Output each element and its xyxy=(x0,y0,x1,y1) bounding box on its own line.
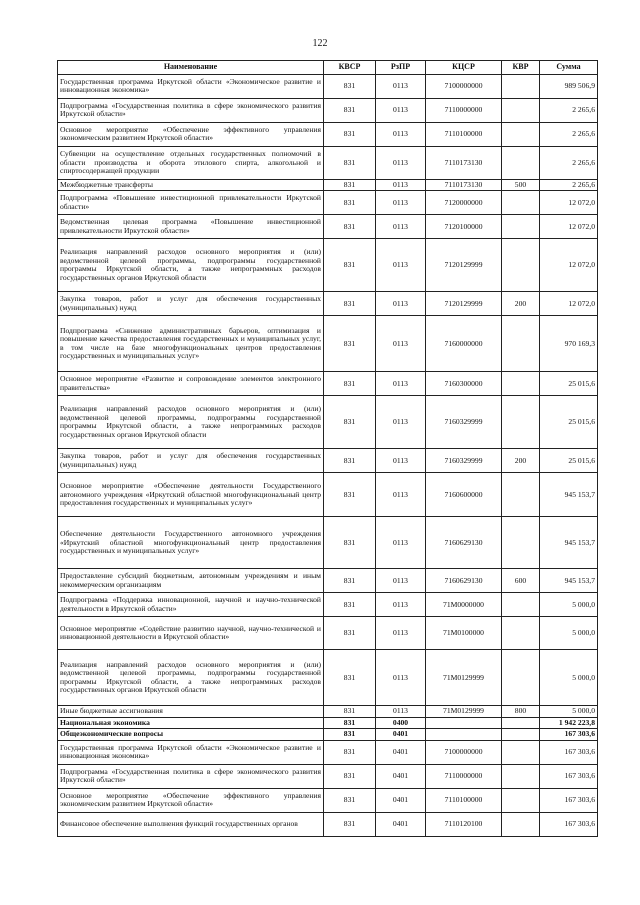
cell-rzpr: 0113 xyxy=(376,396,426,449)
cell-kvsr: 831 xyxy=(324,729,376,741)
cell-sum: 12 072,0 xyxy=(540,191,598,215)
cell-kcsr: 7100000000 xyxy=(426,74,502,98)
table-row xyxy=(58,729,598,741)
cell-sum: 25 015,6 xyxy=(540,372,598,396)
cell-rzpr: 0113 xyxy=(376,593,426,617)
cell-name: Субвенции на осуществление отдельных государственных полномочий в области производства и оборота этилового спирта, алкогольной и спиртосодержащей продукции xyxy=(58,146,324,179)
cell-kcsr: 71М0100000 xyxy=(426,617,502,650)
cell-kvr: 200 xyxy=(502,292,540,316)
cell-kcsr xyxy=(426,717,502,729)
cell-kvr xyxy=(502,191,540,215)
cell-sum: 12 072,0 xyxy=(540,239,598,292)
table-row xyxy=(58,239,598,292)
cell-kvr xyxy=(502,650,540,706)
cell-name: Подпрограмма «Снижение административных барьеров, оптимизация и повышение качества предоставления государственных и муниципальных услуг, в том числе на базе многофункциональных центров предоставления государственных и муниципальных услуг» xyxy=(58,316,324,372)
cell-rzpr: 0113 xyxy=(376,473,426,517)
cell-kcsr: 71М0129999 xyxy=(426,650,502,706)
budget-table xyxy=(57,60,598,837)
cell-sum: 167 303,6 xyxy=(540,812,598,836)
cell-name: Основное мероприятие «Обеспечение деятельности Государственного автономного учреждения «Иркутский областной многофункциональный центр предоставления государственных и муниципальных услуг» xyxy=(58,473,324,517)
cell-kcsr: 7110173130 xyxy=(426,179,502,191)
cell-kcsr: 7160600000 xyxy=(426,473,502,517)
cell-sum: 167 303,6 xyxy=(540,764,598,788)
cell-kcsr: 7110120100 xyxy=(426,812,502,836)
cell-rzpr: 0401 xyxy=(376,812,426,836)
cell-sum: 2 265,6 xyxy=(540,146,598,179)
cell-kcsr: 7110000000 xyxy=(426,764,502,788)
cell-kvsr: 831 xyxy=(324,122,376,146)
cell-name: Обеспечение деятельности Государственного автономного учреждения «Иркутский областной многофункциональный центр предоставления государственных и муниципальных услуг» xyxy=(58,517,324,569)
table-row xyxy=(58,812,598,836)
cell-kvr xyxy=(502,316,540,372)
table-row xyxy=(58,146,598,179)
cell-kcsr: 7110100000 xyxy=(426,788,502,812)
cell-rzpr: 0113 xyxy=(376,122,426,146)
cell-kvr xyxy=(502,788,540,812)
table-row xyxy=(58,517,598,569)
cell-name: Подпрограмма «Государственная политика в сфере экономического развития Иркутской области» xyxy=(58,98,324,122)
cell-rzpr: 0113 xyxy=(376,316,426,372)
table-row xyxy=(58,788,598,812)
table-row xyxy=(58,740,598,764)
cell-kvr: 800 xyxy=(502,706,540,718)
cell-kcsr: 7120100000 xyxy=(426,215,502,239)
cell-name: Закупка товаров, работ и услуг для обеспечения государственных (муниципальных) нужд xyxy=(58,292,324,316)
cell-rzpr: 0113 xyxy=(376,239,426,292)
cell-name: Подпрограмма «Повышение инвестиционной привлекательности Иркутской области» xyxy=(58,191,324,215)
cell-kvsr: 831 xyxy=(324,74,376,98)
cell-rzpr: 0113 xyxy=(376,706,426,718)
cell-rzpr: 0113 xyxy=(376,74,426,98)
cell-kvsr: 831 xyxy=(324,292,376,316)
cell-kvr xyxy=(502,740,540,764)
cell-rzpr: 0113 xyxy=(376,292,426,316)
cell-kvr xyxy=(502,372,540,396)
cell-sum: 945 153,7 xyxy=(540,517,598,569)
cell-rzpr: 0401 xyxy=(376,740,426,764)
cell-kcsr: 7120000000 xyxy=(426,191,502,215)
table-row xyxy=(58,292,598,316)
cell-name: Основное мероприятие «Развитие и сопровождение элементов электронного правительства» xyxy=(58,372,324,396)
cell-kvsr: 831 xyxy=(324,215,376,239)
cell-rzpr: 0113 xyxy=(376,650,426,706)
table-row xyxy=(58,122,598,146)
cell-rzpr: 0113 xyxy=(376,372,426,396)
cell-kvsr: 831 xyxy=(324,788,376,812)
cell-name: Закупка товаров, работ и услуг для обеспечения государственных (муниципальных) нужд xyxy=(58,449,324,473)
table-body xyxy=(58,74,598,836)
cell-kcsr: 7160629130 xyxy=(426,569,502,593)
cell-kvr xyxy=(502,593,540,617)
cell-sum: 5 000,0 xyxy=(540,650,598,706)
cell-rzpr: 0113 xyxy=(376,179,426,191)
cell-name: Реализация направлений расходов основного мероприятия и (или) ведомственной целевой программы, подпрограммы государственной программы Иркутской области, а также непрограммных расходов государственных органов Иркутской области xyxy=(58,396,324,449)
table-row xyxy=(58,179,598,191)
cell-sum: 12 072,0 xyxy=(540,292,598,316)
cell-sum: 25 015,6 xyxy=(540,449,598,473)
header-sum: Сумма xyxy=(540,61,598,75)
header-kcsr: КЦСР xyxy=(426,61,502,75)
cell-sum: 5 000,0 xyxy=(540,593,598,617)
cell-name: Иные бюджетные ассигнования xyxy=(58,706,324,718)
cell-rzpr: 0113 xyxy=(376,191,426,215)
cell-rzpr: 0113 xyxy=(376,517,426,569)
cell-rzpr: 0401 xyxy=(376,788,426,812)
cell-name: Общеэкономические вопросы xyxy=(58,729,324,741)
cell-kvsr: 831 xyxy=(324,179,376,191)
table-row xyxy=(58,473,598,517)
cell-kcsr: 71М0000000 xyxy=(426,593,502,617)
table-row xyxy=(58,650,598,706)
cell-kvr xyxy=(502,396,540,449)
cell-kvr xyxy=(502,146,540,179)
cell-kvsr: 831 xyxy=(324,764,376,788)
cell-kcsr: 7110173130 xyxy=(426,146,502,179)
cell-name: Основное мероприятие «Обеспечение эффективного управления экономическим развитием Иркутской области» xyxy=(58,122,324,146)
table-row xyxy=(58,372,598,396)
cell-kvr xyxy=(502,729,540,741)
cell-name: Национальная экономика xyxy=(58,717,324,729)
cell-kvr xyxy=(502,617,540,650)
header-name: Наименование xyxy=(58,61,324,75)
cell-sum: 25 015,6 xyxy=(540,396,598,449)
cell-kvr: 200 xyxy=(502,449,540,473)
cell-kcsr: 7100000000 xyxy=(426,740,502,764)
table-row xyxy=(58,717,598,729)
cell-kvsr: 831 xyxy=(324,146,376,179)
table-row xyxy=(58,396,598,449)
cell-kvsr: 831 xyxy=(324,569,376,593)
cell-kvsr: 831 xyxy=(324,812,376,836)
cell-kvsr: 831 xyxy=(324,449,376,473)
cell-sum: 167 303,6 xyxy=(540,740,598,764)
cell-rzpr: 0113 xyxy=(376,449,426,473)
cell-rzpr: 0113 xyxy=(376,215,426,239)
cell-kcsr: 7120129999 xyxy=(426,239,502,292)
cell-name: Межбюджетные трансферты xyxy=(58,179,324,191)
cell-kvsr: 831 xyxy=(324,316,376,372)
cell-kvsr: 831 xyxy=(324,517,376,569)
cell-kcsr: 7160329999 xyxy=(426,396,502,449)
cell-sum: 2 265,6 xyxy=(540,122,598,146)
cell-kvr: 500 xyxy=(502,179,540,191)
cell-sum: 12 072,0 xyxy=(540,215,598,239)
cell-kvsr: 831 xyxy=(324,706,376,718)
cell-name: Государственная программа Иркутской области «Экономическое развитие и инновационная экономика» xyxy=(58,74,324,98)
cell-name: Подпрограмма «Поддержка инновационной, научной и научно-технической деятельности в Иркутской области» xyxy=(58,593,324,617)
cell-sum: 167 303,6 xyxy=(540,788,598,812)
cell-kvsr: 831 xyxy=(324,650,376,706)
cell-kvr xyxy=(502,764,540,788)
cell-sum: 989 506,9 xyxy=(540,74,598,98)
table-row xyxy=(58,617,598,650)
cell-kvr xyxy=(502,215,540,239)
cell-kcsr: 7110000000 xyxy=(426,98,502,122)
cell-kvsr: 831 xyxy=(324,396,376,449)
cell-kcsr: 7120129999 xyxy=(426,292,502,316)
cell-name: Реализация направлений расходов основного мероприятия и (или) ведомственной целевой программы, подпрограммы государственной программы Иркутской области, а также непрограммных расходов государственных органов Иркутской области xyxy=(58,650,324,706)
table-row xyxy=(58,569,598,593)
cell-kcsr: 7160000000 xyxy=(426,316,502,372)
cell-rzpr: 0113 xyxy=(376,146,426,179)
cell-kcsr xyxy=(426,729,502,741)
cell-kvr xyxy=(502,239,540,292)
cell-kcsr: 7160300000 xyxy=(426,372,502,396)
cell-sum: 970 169,3 xyxy=(540,316,598,372)
cell-name: Финансовое обеспечение выполнения функций государственных органов xyxy=(58,812,324,836)
cell-kcsr: 7160329999 xyxy=(426,449,502,473)
table-row xyxy=(58,449,598,473)
cell-rzpr: 0401 xyxy=(376,764,426,788)
cell-kvr xyxy=(502,517,540,569)
table-row xyxy=(58,98,598,122)
cell-sum: 5 000,0 xyxy=(540,706,598,718)
cell-sum: 167 303,6 xyxy=(540,729,598,741)
header-kvr: КВР xyxy=(502,61,540,75)
cell-kvsr: 831 xyxy=(324,372,376,396)
cell-kvr xyxy=(502,74,540,98)
table-header-row xyxy=(58,61,598,75)
cell-kvr xyxy=(502,812,540,836)
table-row xyxy=(58,706,598,718)
cell-kvr xyxy=(502,473,540,517)
cell-sum: 2 265,6 xyxy=(540,98,598,122)
cell-sum: 945 153,7 xyxy=(540,473,598,517)
cell-kvsr: 831 xyxy=(324,740,376,764)
cell-kcsr: 7160629130 xyxy=(426,517,502,569)
table-row xyxy=(58,593,598,617)
cell-sum: 5 000,0 xyxy=(540,617,598,650)
table-row xyxy=(58,74,598,98)
cell-name: Основное мероприятие «Обеспечение эффективного управления экономическим развитием Иркутской области» xyxy=(58,788,324,812)
cell-kvr xyxy=(502,717,540,729)
cell-kvr xyxy=(502,122,540,146)
cell-rzpr: 0113 xyxy=(376,98,426,122)
cell-kvsr: 831 xyxy=(324,593,376,617)
cell-kvr xyxy=(502,98,540,122)
page-number: 122 xyxy=(312,38,328,49)
cell-name: Ведомственная целевая программа «Повышение инвестиционной привлекательности Иркутской области» xyxy=(58,215,324,239)
cell-rzpr: 0401 xyxy=(376,729,426,741)
cell-kcsr: 71М0129999 xyxy=(426,706,502,718)
cell-kvsr: 831 xyxy=(324,98,376,122)
header-kvsr: КВСР xyxy=(324,61,376,75)
table-row xyxy=(58,215,598,239)
cell-kvsr: 831 xyxy=(324,473,376,517)
cell-name: Основное мероприятие «Содействие развитию научной, научно-технической и инновационной деятельности в Иркутской области» xyxy=(58,617,324,650)
table-row xyxy=(58,191,598,215)
cell-sum: 2 265,6 xyxy=(540,179,598,191)
cell-kvsr: 831 xyxy=(324,191,376,215)
cell-kvsr: 831 xyxy=(324,617,376,650)
table-row xyxy=(58,764,598,788)
cell-kvsr: 831 xyxy=(324,239,376,292)
cell-rzpr: 0113 xyxy=(376,617,426,650)
cell-name: Предоставление субсидий бюджетным, автономным учреждениям и иным некоммерческим организациям xyxy=(58,569,324,593)
cell-name: Государственная программа Иркутской области «Экономическое развитие и инновационная экономика» xyxy=(58,740,324,764)
table-row xyxy=(58,316,598,372)
header-rzpr: РзПР xyxy=(376,61,426,75)
cell-name: Реализация направлений расходов основного мероприятия и (или) ведомственной целевой программы, подпрограммы государственной программы Иркутской области, а также непрограммных расходов государственных органов Иркутской области xyxy=(58,239,324,292)
cell-rzpr: 0400 xyxy=(376,717,426,729)
cell-kvsr: 831 xyxy=(324,717,376,729)
cell-sum: 945 153,7 xyxy=(540,569,598,593)
cell-name: Подпрограмма «Государственная политика в сфере экономического развития Иркутской области» xyxy=(58,764,324,788)
cell-kcsr: 7110100000 xyxy=(426,122,502,146)
cell-kvr: 600 xyxy=(502,569,540,593)
cell-rzpr: 0113 xyxy=(376,569,426,593)
cell-sum: 1 942 223,8 xyxy=(540,717,598,729)
